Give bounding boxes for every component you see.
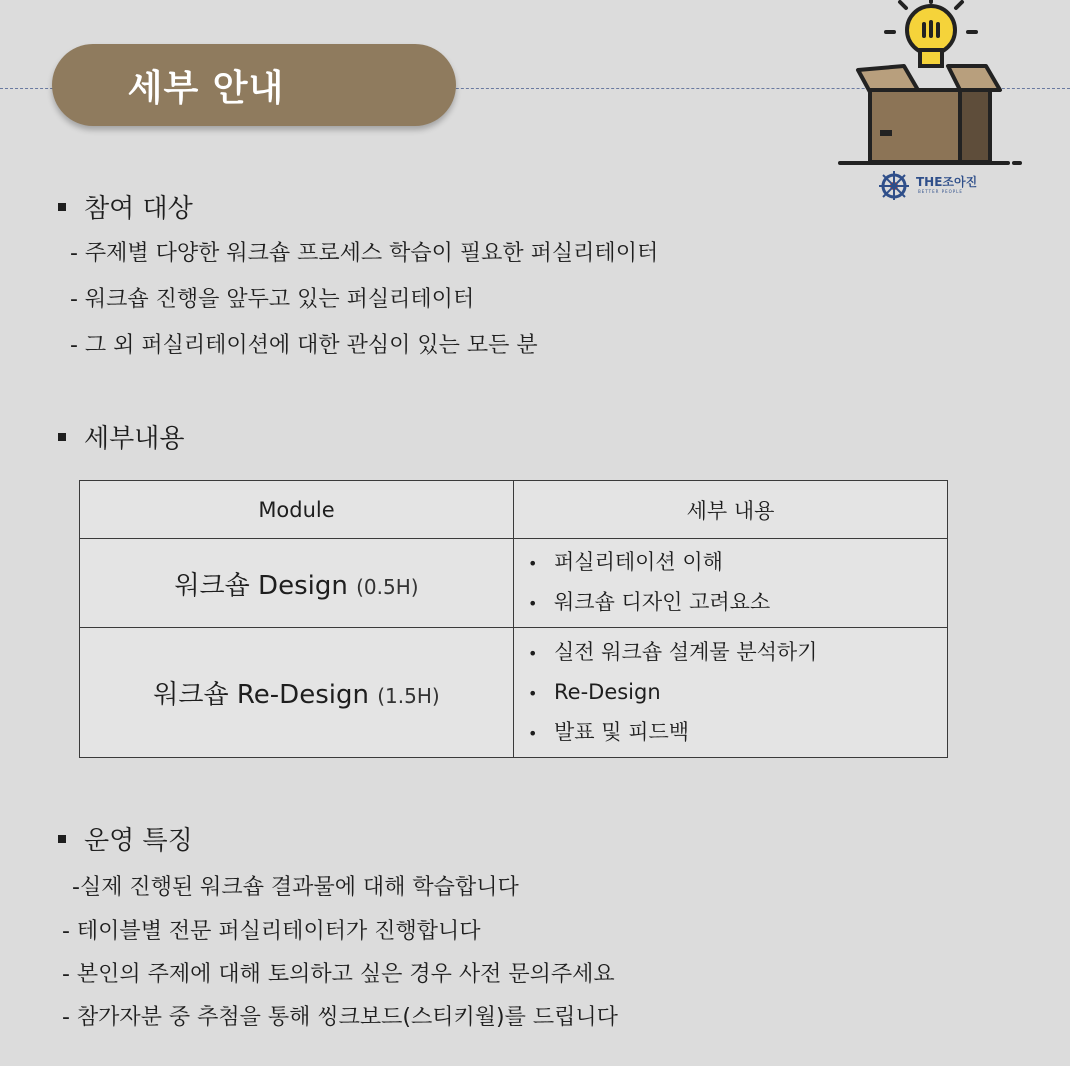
details-cell — [514, 539, 948, 628]
operation-item: - 테이블별 전문 퍼실리테이터가 진행합니다 — [62, 919, 481, 944]
table-header-details: 세부 내용 — [514, 481, 948, 539]
table-header-module: Module — [80, 481, 514, 539]
list-item — [528, 583, 947, 623]
participants-item: - 그 외 퍼실리테이션에 대한 관심이 있는 모든 분 — [70, 333, 538, 358]
module-cell — [80, 628, 514, 758]
operation-item: - 본인의 주제에 대해 토의하고 싶은 경우 사전 문의주세요 — [62, 962, 615, 987]
participants-heading — [58, 188, 193, 225]
square-bullet-icon — [58, 203, 66, 211]
logo-text: THE조아진 — [916, 175, 978, 189]
operation-heading — [58, 820, 193, 857]
bullet-dot-icon: • — [528, 643, 538, 663]
module-hours: (0.5H) — [356, 574, 419, 599]
bullet-dot-icon: • — [528, 723, 538, 743]
list-item — [528, 543, 947, 583]
module-hours: (1.5H) — [377, 684, 440, 708]
module-name: 워크숍 Re-Design — [153, 680, 369, 710]
operation-item: -실제 진행된 워크숍 결과물에 대해 학습합니다 — [72, 875, 519, 900]
details-table — [79, 480, 948, 758]
table-header-row — [80, 481, 948, 539]
details-heading-text: 세부내용 — [84, 424, 185, 454]
list-item — [528, 673, 947, 713]
details-heading — [58, 418, 184, 455]
module-cell — [80, 539, 514, 628]
table-row — [80, 628, 948, 758]
bullet-dot-icon: • — [528, 554, 538, 573]
square-bullet-icon — [58, 835, 66, 843]
lightbulb-box-logo — [836, 0, 1026, 200]
bullet-dot-icon: • — [528, 594, 538, 613]
lightbulb-box-icon — [836, 0, 1026, 200]
operation-heading-text: 운영 특징 — [84, 826, 193, 856]
list-item-text: 워크숍 디자인 고려요소 — [554, 590, 771, 614]
list-item — [528, 713, 947, 753]
list-item-text: 실전 워크숍 설계물 분석하기 — [554, 639, 818, 664]
participants-item: - 워크숍 진행을 앞두고 있는 퍼실리테이터 — [70, 287, 475, 312]
logo-subtext: BETTER PEOPLE — [918, 189, 963, 194]
table-row — [80, 539, 948, 628]
module-name: 워크숍 Design — [174, 570, 348, 601]
list-item-text: 퍼실리테이션 이해 — [554, 550, 723, 574]
list-item-text: 발표 및 피드백 — [554, 719, 690, 744]
list-item-text: Re-Design — [554, 679, 661, 704]
page-title-pill — [52, 44, 456, 126]
square-bullet-icon — [58, 433, 66, 441]
list-item — [528, 633, 947, 673]
participants-heading-text: 참여 대상 — [84, 194, 193, 224]
operation-item: - 참가자분 중 추첨을 통해 씽크보드(스티키월)를 드립니다 — [62, 1005, 618, 1030]
page-title: 세부 안내 — [127, 67, 285, 109]
details-cell — [514, 628, 948, 758]
participants-item: - 주제별 다양한 워크숍 프로세스 학습이 필요한 퍼실리테이터 — [70, 241, 659, 266]
bullet-dot-icon: • — [528, 683, 538, 703]
